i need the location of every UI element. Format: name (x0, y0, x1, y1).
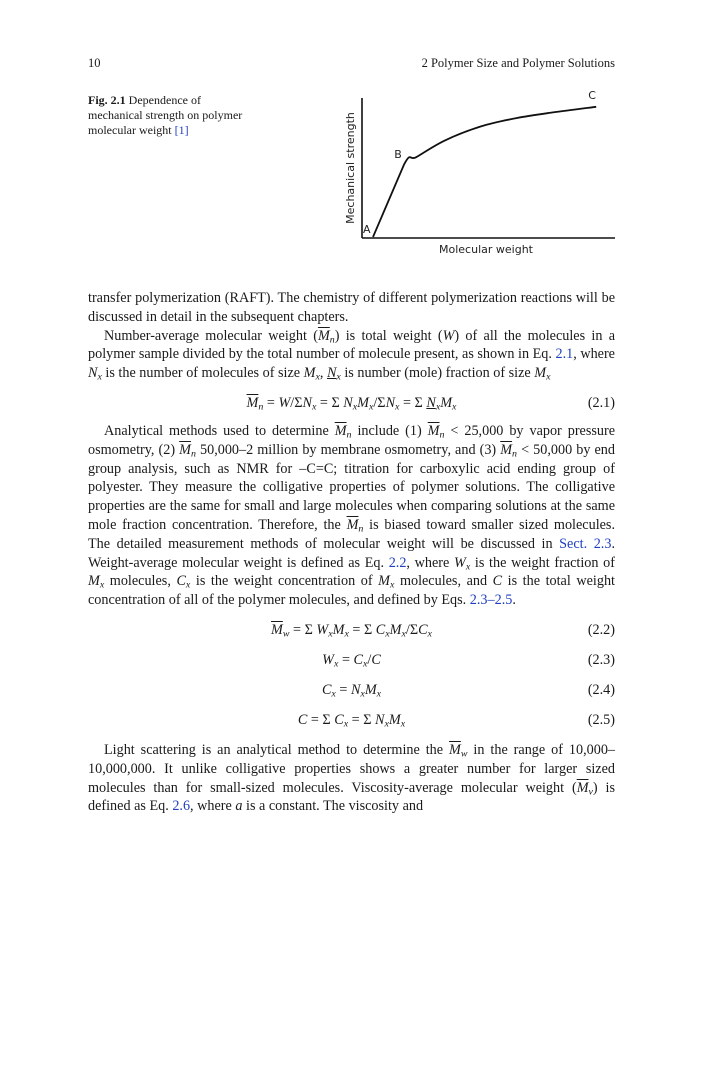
caption-ref-link[interactable]: [1] (174, 123, 189, 137)
point-label-c: C (588, 90, 596, 102)
paragraph: Analytical methods used to determine $\overline{M}_n$ include (1) $\overline{M}_n < 25,000$ by vapor pressure osmometry, (2) $\overline{M}_n$ 50,000–2 million by membrane osmometry, and (3) $\overline{M}_n < 50,000$ by end group analysis, such as NMR for –C=C; titration for carboxylic acid ending group of polyester. They measure the colligative properties of polymer solutions. The colligative properties are the same for small and large molecules when comparing solutions at the same mole fraction concentration. Therefore, the $\overline{M}_n$ is biased toward smaller sized molecules. The detailed measurement methods of molecular weight will be discussed in Sect. 2.3. Weight-average molecular weight is defined as Eq. 2.2, where $W_x$ is the weight fraction of $M_x$ molecules, $C_x$ is the weight concentration of $M_x$ molecules, and C is the total weight concentration of all of the polymer molecules, and defined by Eqs. 2.3–2.5. (88, 422, 616, 609)
y-axis-label: Mechanical strength (344, 112, 357, 224)
equation-2-5: C = Σ $C_x = \Sigma$ $N_xM_x$ (2.5) (297, 711, 615, 730)
page-number: 10 (88, 56, 101, 70)
point-label-b: B (394, 148, 402, 162)
equation-2-3: $W_x = C_x/C$ (2.3) (322, 651, 615, 670)
paragraph: Light scattering is an analytical method to determine the $\overline{M}_w$ in the range of 10,000–10,000,000. It unlike colligative properties shows a greater number for larger sized molecules than for small-sized molecules. Viscosity-average molecular weight $(\overline{M}_v)$ is defined as Eq. 2.6, where a is a constant. The viscosity and (88, 741, 616, 815)
eq-ref-link[interactable]: 2.3–2.5 (469, 592, 513, 609)
chart-svg (340, 90, 620, 260)
equation-2-4: $C_x = N_xM_x$ (2.4) (321, 681, 615, 700)
equation-number: (2.4) (587, 681, 615, 698)
figure-caption (88, 93, 258, 138)
equation-2-1: $\overline{M}_n = W/\Sigma N_x = \Sigma$ $N_xM_x/\Sigma N_x = \Sigma$ $N_xM_x$ (2.1) (246, 394, 615, 413)
x-axis-label: Molecular weight (439, 243, 533, 256)
strength-curve (373, 107, 596, 237)
equation-2-2: $\overline{M}_w = \Sigma$ $W_xM_x = \Sigma$ $C_xM_x/\Sigma C_x$ (2.2) (271, 621, 615, 640)
paragraph: transfer polymerization (RAFT). The chemistry of different polymerization reactions will be discussed in detail in the subsequent chapters. (88, 290, 615, 325)
equation-number: (2.3) (587, 651, 615, 668)
section-ref-link[interactable]: Sect. 2.3 (559, 535, 612, 552)
paragraph: Number-average molecular weight $(\overline{M}_n)$ is total weight (W) of all the molecules in a polymer sample divided by the total number of molecule present, as shown in Eq. 2.1, where $N_x$ is the number of molecules of size $M_x$, $N_x$ is number (mole) fraction of size $M_x$ (88, 327, 615, 383)
figure-label: Fig. 2.1 (88, 93, 126, 107)
eq-ref-link[interactable]: 2.1 (555, 346, 574, 363)
caption-text: Dependence of mechanical strength on polymer molecular weight (88, 93, 243, 137)
body-text (88, 289, 615, 816)
figure-chart (340, 90, 620, 260)
equation-number: (2.5) (587, 711, 615, 728)
eq-ref-link[interactable]: 2.2 (388, 554, 407, 571)
eq-ref-link[interactable]: 2.6 (172, 798, 191, 815)
running-head: 2 Polymer Size and Polymer Solutions (421, 56, 615, 70)
equation-number: (2.1) (587, 394, 615, 411)
point-label-a: A (363, 223, 371, 236)
equation-number: (2.2) (587, 621, 615, 638)
